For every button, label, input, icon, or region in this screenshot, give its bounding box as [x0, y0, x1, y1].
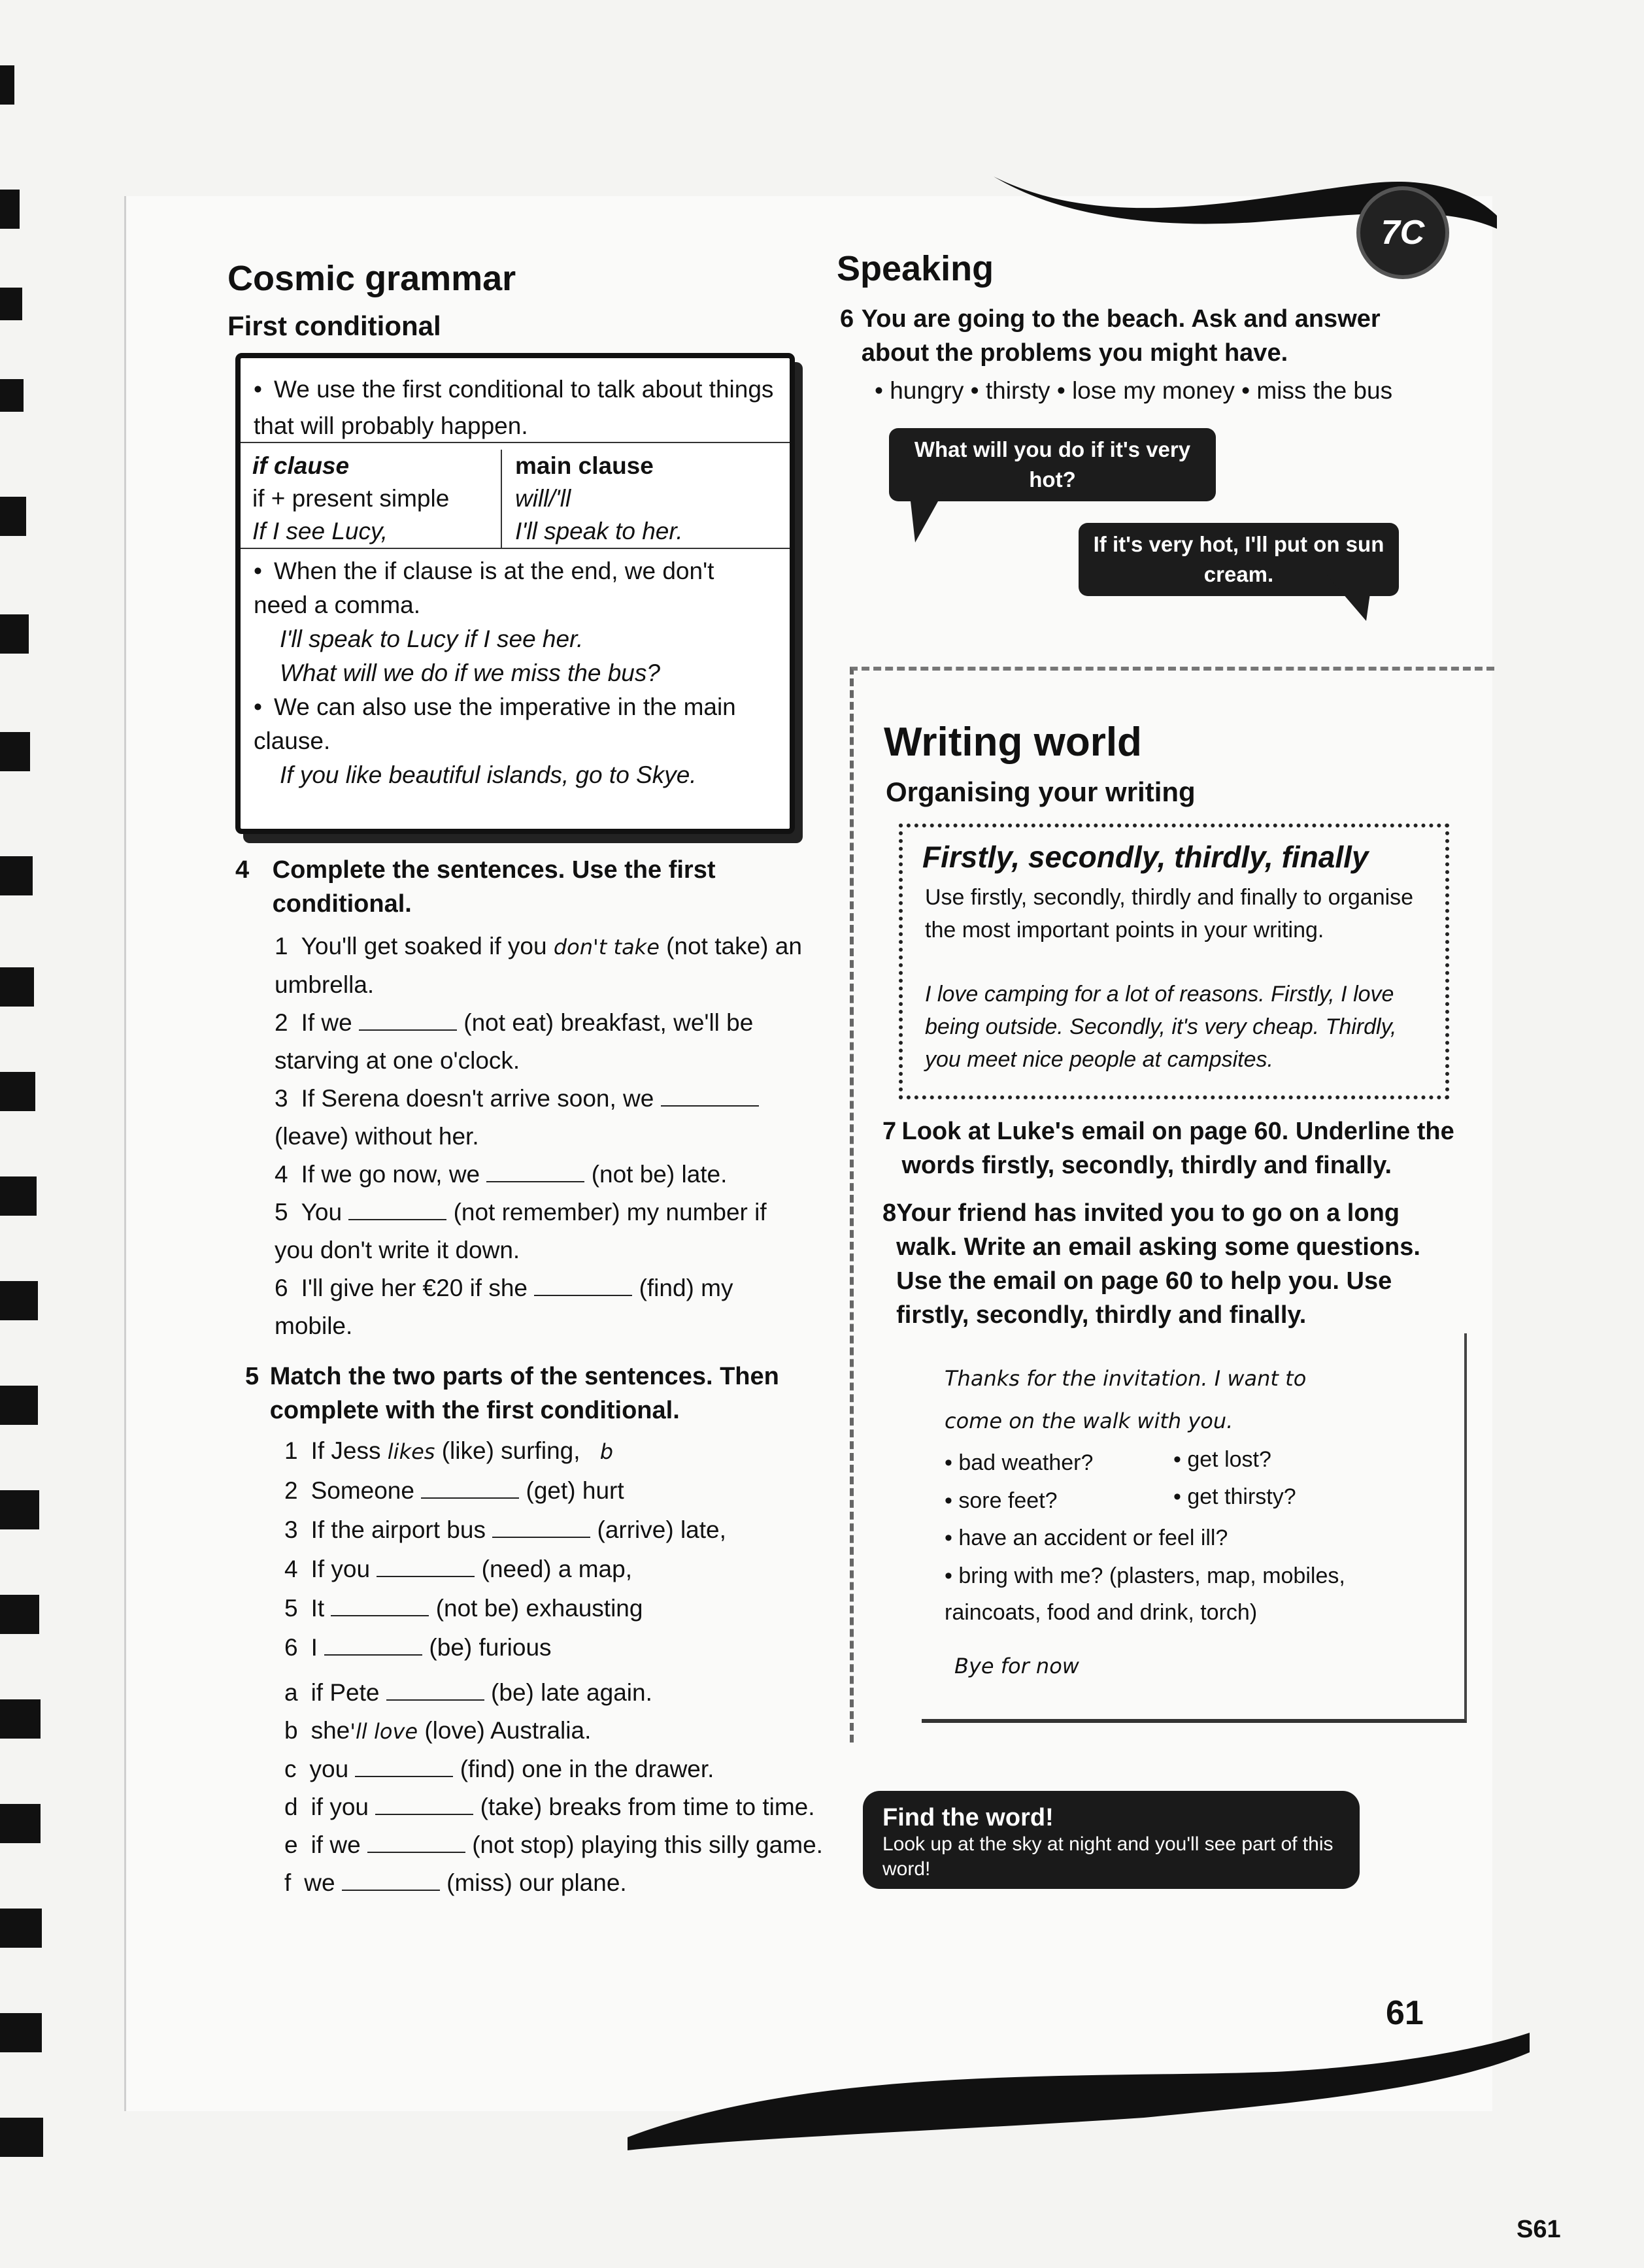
conditional-table: [241, 450, 790, 549]
unit-badge: [1356, 186, 1449, 279]
find-text: Look up at the sky at night and you'll see part of this word!: [882, 1833, 1334, 1880]
email-item-5: • have an accident or feel ill?: [945, 1526, 1228, 1550]
rule-bullet-1: • We use the first conditional to talk about things that will probably happen.: [241, 371, 790, 443]
ex5-right-d-blank[interactable]: [375, 1794, 473, 1815]
exercise-8-number: 8: [882, 1199, 897, 1227]
exercise-8: [882, 1196, 1464, 1332]
ex5-left-4-blank[interactable]: [377, 1556, 475, 1577]
exercise-4: [235, 853, 811, 1345]
email-line-1: Thanks for the invitation. I want to: [945, 1366, 1307, 1391]
ex5-left-list: [245, 1431, 833, 1667]
ex5-right-a: a if Pete (be) late again.: [284, 1679, 652, 1706]
main-clause-column: [515, 450, 777, 548]
email-item-1: • bad weather?: [945, 1450, 1094, 1475]
ex5-right-list: [245, 1674, 833, 1902]
ex4-item-4: 4 If we go now, we (not be) late.: [275, 1161, 728, 1188]
exercise-4-number: 4: [235, 856, 250, 884]
ex5-left-6: 6 I (be) furious: [284, 1634, 552, 1661]
ex5-left-2-blank[interactable]: [421, 1478, 519, 1499]
rule-bullet-3: We can also use the imperative in the main clause.: [254, 693, 736, 754]
ex5-right-e-blank[interactable]: [367, 1832, 465, 1853]
writing-subtitle: Organising your writing: [886, 776, 1196, 807]
ex4-item-4-blank[interactable]: [486, 1161, 584, 1182]
bubble-tail-2: [1327, 575, 1379, 627]
ex5-left-2: 2 Someone (get) hurt: [284, 1477, 624, 1504]
email-item-2: • get lost?: [1173, 1447, 1271, 1472]
ex5-right-a-blank[interactable]: [386, 1680, 484, 1701]
rule-example-3: If you like beautiful islands, go to Skye.: [280, 761, 697, 788]
ex5-right-f: f we (miss) our plane.: [284, 1869, 627, 1896]
if-clause-form: if + present simple: [252, 485, 450, 512]
writing-title: Writing world: [884, 720, 1142, 765]
speech-bubble-answer: If it's very hot, I'll put on sun cream.: [1079, 523, 1399, 596]
ex5-right-d: d if you (take) breaks from time to time.: [284, 1793, 815, 1820]
exercise-7: [882, 1114, 1464, 1182]
exercise-5-number: 5: [245, 1363, 260, 1390]
exercise-6-number: 6: [840, 305, 854, 333]
ex5-right-c: c you (find) one in the drawer.: [284, 1756, 714, 1782]
ex4-item-3-blank[interactable]: [661, 1086, 759, 1107]
ex5-right-e: e if we (not stop) playing this silly game.: [284, 1831, 823, 1858]
exercise-7-number: 7: [882, 1118, 897, 1145]
rule-example-2: What will we do if we miss the bus?: [280, 659, 660, 686]
grammar-subtitle: First conditional: [227, 310, 441, 341]
find-the-word-box: [863, 1791, 1360, 1889]
ex5-left-5-blank[interactable]: [331, 1595, 429, 1616]
ex4-item-2: 2 If we (not eat) breakfast, we'll be starving at one o'clock.: [275, 1009, 754, 1074]
exercise-6-instruction: You are going to the beach. Ask and answer about the problems you might have.: [861, 305, 1381, 367]
rule-bullet-2: • When the if clause is at the end, we don't need a comma. I'll speak to Lucy if I see her. What will we do if we miss the bus? • We can also use the imperative in the main clause. If you like beautiful islands, go to Skye.: [254, 554, 763, 792]
exercise-7-instruction: Look at Luke's email on page 60. Underline the words firstly, secondly, thirdly and finally.: [901, 1118, 1454, 1179]
exercise-5: [245, 1359, 833, 1902]
main-clause-head: main clause: [515, 452, 654, 479]
ex5-right-f-blank[interactable]: [342, 1870, 440, 1891]
grammar-title: Cosmic grammar: [227, 259, 516, 298]
ex4-item-1: 1 You'll get soaked if you don't take (not take) an umbrella.: [275, 933, 802, 998]
email-item-6: • bring with me? (plasters, map, mobiles, raincoats, food and drink, torch): [945, 1563, 1345, 1625]
tip-text: Use firstly, secondly, thirdly and finally to organise the most important points in your writing.: [925, 885, 1414, 942]
ex5-right-b-answer[interactable]: 'll love: [350, 1719, 418, 1744]
speaking-prompts: • hungry • thirsty • lose my money • miss the bus: [875, 377, 1393, 404]
ex4-item-3: 3 If Serena doesn't arrive soon, we (leave) without her.: [275, 1080, 811, 1156]
exercise-4-instruction: Complete the sentences. Use the first conditional.: [272, 856, 716, 918]
main-clause-form: will/'ll: [515, 485, 571, 512]
ex5-left-1: 1 If Jess likes (like) surfing, b: [284, 1437, 614, 1464]
ex5-left-4: 4 If you (need) a map,: [284, 1556, 632, 1582]
if-clause-column: [252, 450, 502, 548]
exercise-5-instruction: Match the two parts of the sentences. Then complete with the first conditional.: [269, 1363, 779, 1424]
ex4-item-2-blank[interactable]: [359, 1010, 457, 1031]
email-draft-box: [922, 1333, 1467, 1723]
email-item-4: • get thirsty?: [1173, 1484, 1296, 1509]
tip-title: Firstly, secondly, thirdly, finally: [922, 840, 1369, 874]
ex4-item-6: 6 I'll give her €20 if she (find) my mobile.: [275, 1275, 733, 1339]
ex5-right-c-blank[interactable]: [355, 1756, 453, 1777]
exercise-6: [840, 302, 1428, 370]
grammar-rule-box: [235, 353, 795, 834]
ex4-item-5-blank[interactable]: [348, 1199, 446, 1220]
ex4-item-5: 5 You (not remember) my number if you don't write it down.: [275, 1199, 767, 1263]
ex4-item-1-answer[interactable]: don't take: [553, 935, 660, 959]
email-item-3: • sore feet?: [945, 1488, 1058, 1513]
tip-box: [899, 824, 1449, 1099]
speaking-title: Speaking: [837, 249, 994, 288]
exercise-8-instruction: Your friend has invited you to go on a long walk. Write an email asking some questions. Use the email on page 60 to help you. Use firstly, secondly, thirdly and finally.: [896, 1199, 1420, 1329]
ex5-left-5: 5 It (not be) exhausting: [284, 1595, 643, 1622]
spiral-binding: [0, 39, 46, 2261]
email-sign-off: Bye for now: [954, 1654, 1079, 1678]
page-number: 61: [1386, 1994, 1424, 2032]
email-line-2: come on the walk with you.: [945, 1409, 1233, 1433]
ex5-left-3-blank[interactable]: [492, 1517, 590, 1538]
ex5-left-1-match[interactable]: b: [599, 1439, 614, 1464]
find-title: Find the word!: [882, 1804, 1054, 1831]
unit-badge-label: 7C: [1381, 214, 1425, 252]
ex5-right-b: b she'll love (love) Australia.: [284, 1717, 592, 1744]
main-clause-example: I'll speak to her.: [515, 518, 683, 544]
ex5-left-3: 3 If the airport bus (arrive) late,: [284, 1516, 726, 1543]
rule-example-1: I'll speak to Lucy if I see her.: [280, 625, 584, 652]
if-clause-example: If I see Lucy,: [252, 518, 388, 544]
bubble-tail-1: [902, 484, 954, 549]
corner-page-number: S61: [1517, 2216, 1561, 2243]
ex5-left-6-blank[interactable]: [324, 1635, 422, 1656]
ex4-item-6-blank[interactable]: [534, 1275, 632, 1296]
ex5-left-1-answer[interactable]: likes: [387, 1439, 435, 1464]
speech-bubble-question: What will you do if it's very hot?: [889, 428, 1216, 501]
if-clause-head: if clause: [252, 452, 350, 479]
tip-example: I love camping for a lot of reasons. Firstly, I love being outside. Secondly, it's very cheap. Thirdly, you meet nice people at campsites.: [925, 982, 1397, 1072]
bottom-wave-decoration: [621, 2026, 1536, 2157]
